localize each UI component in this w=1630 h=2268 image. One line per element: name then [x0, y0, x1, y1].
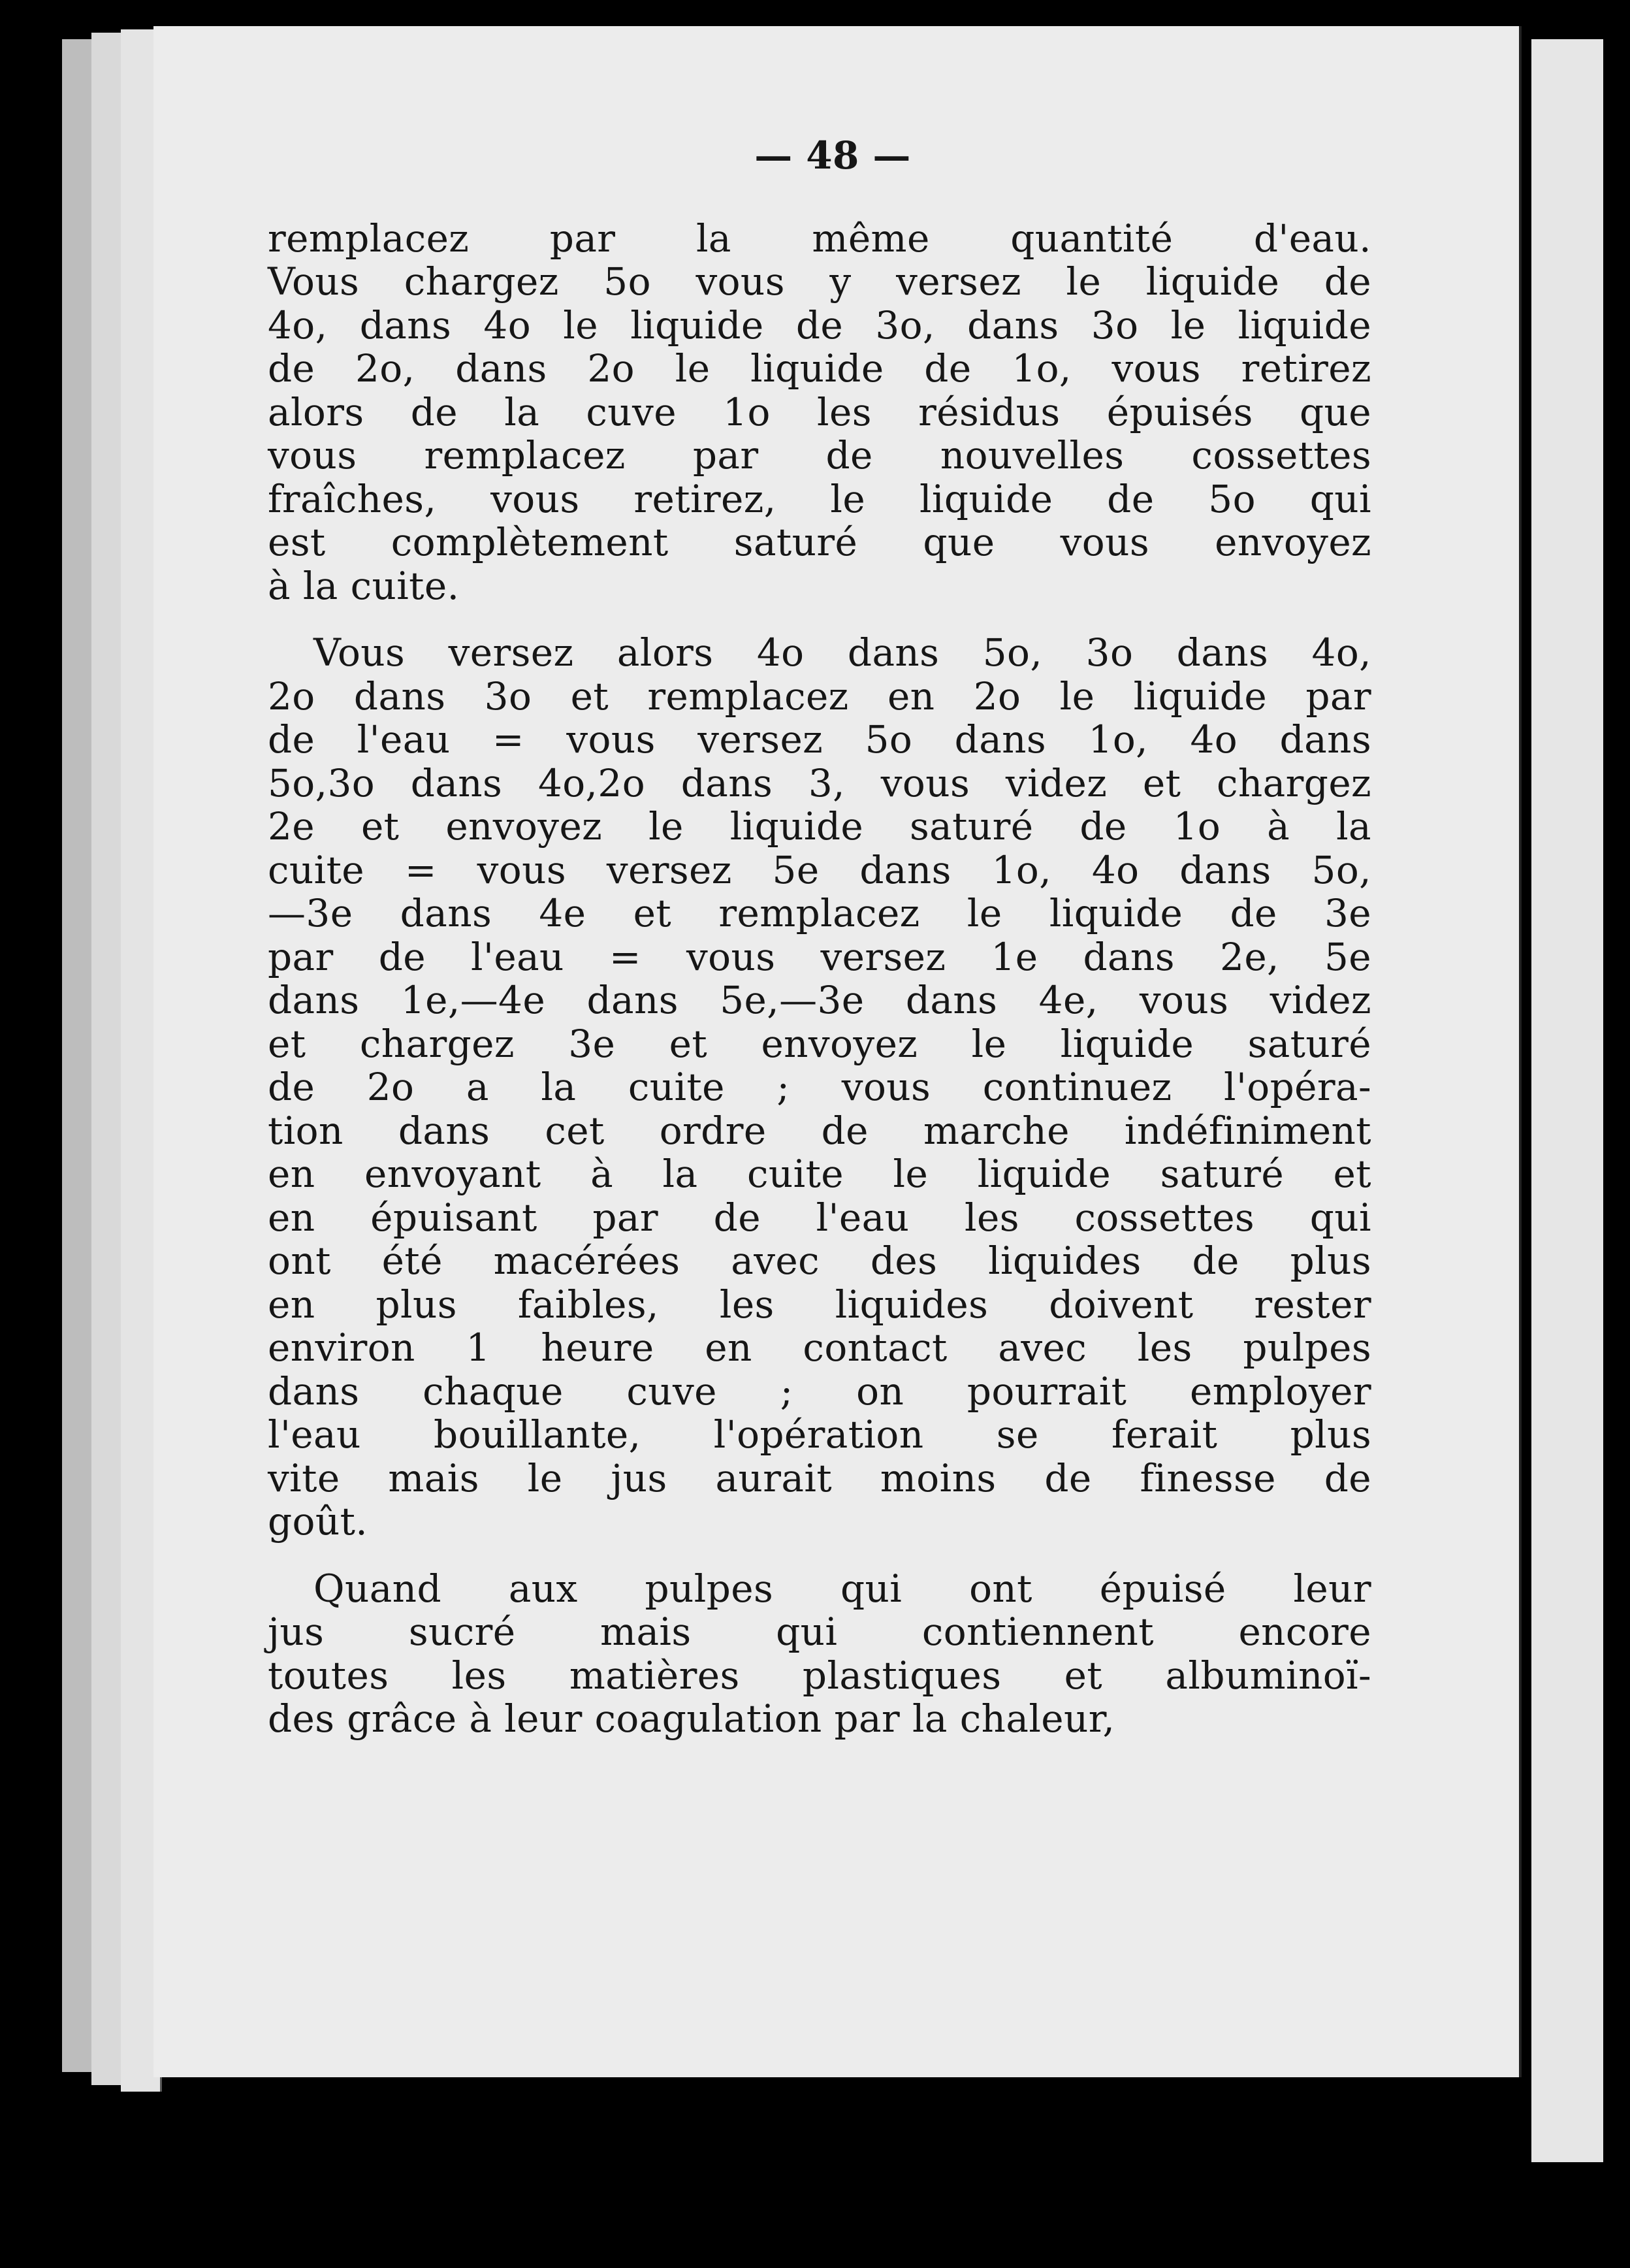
text-line: à la cuite.: [268, 563, 460, 608]
facing-page-edge: [1531, 39, 1603, 2162]
text-line: goût.: [268, 1499, 368, 1544]
paragraph: [268, 217, 1371, 608]
text-line: et chargez 3e et envoyez le liquide saturé: [268, 1021, 1371, 1066]
text-line: Vous chargez 5o vous y versez le liquide de: [268, 259, 1371, 304]
text-line: en épuisant par de l'eau les cossettes qui: [268, 1195, 1371, 1240]
paragraph: [268, 1567, 1371, 1741]
text-line: en plus faibles, les liquides doivent rester: [268, 1282, 1371, 1327]
text-line: —3e dans 4e et remplacez le liquide de 3e: [268, 891, 1371, 935]
text-line: Quand aux pulpes qui ont épuisé leur: [313, 1566, 1371, 1611]
text-line: environ 1 heure en contact avec les pulpes: [268, 1325, 1371, 1370]
text-line: ont été macérées avec des liquides de plus: [268, 1239, 1371, 1283]
page-text: [268, 134, 1371, 1741]
text-line: des grâce à leur coagulation par la chaleur,: [268, 1696, 1115, 1741]
text-line: de 2o a la cuite ; vous continuez l'opéra-: [268, 1065, 1371, 1109]
paragraph-gap: [268, 1544, 1371, 1567]
text-line: par de l'eau = vous versez 1e dans 2e, 5e: [268, 934, 1371, 979]
text-line: 2e et envoyez le liquide saturé de 1o à la: [268, 804, 1371, 849]
text-line: alors de la cuve 1o les résidus épuisés que: [268, 389, 1371, 434]
paragraph-gap: [268, 608, 1371, 631]
text-line: remplacez par la même quantité d'eau.: [268, 216, 1371, 261]
text-line: l'eau bouillante, l'opération se ferait plus: [268, 1412, 1371, 1457]
text-line: 4o, dans 4o le liquide de 3o, dans 3o le liquide: [268, 302, 1371, 348]
text-line: Vous versez alors 4o dans 5o, 3o dans 4o,: [313, 630, 1371, 675]
text-line: vite mais le jus aurait moins de finesse de: [268, 1455, 1371, 1500]
text-line: cuite = vous versez 5e dans 1o, 4o dans 5o,: [268, 847, 1371, 892]
text-line: tion dans cet ordre de marche indéfiniment: [268, 1108, 1371, 1153]
page-number: — 48 —: [754, 133, 911, 178]
text-line: est complètement saturé que vous envoyez: [268, 520, 1371, 564]
text-line: vous remplacez par de nouvelles cossettes: [268, 433, 1371, 478]
text-line: de 2o, dans 2o le liquide de 1o, vous retirez: [268, 346, 1371, 391]
text-line: dans chaque cuve ; on pourrait employer: [268, 1369, 1371, 1414]
text-line: en envoyant à la cuite le liquide saturé et: [268, 1152, 1371, 1196]
text-line: dans 1e,—4e dans 5e,—3e dans 4e, vous videz: [268, 978, 1371, 1022]
paragraphs: [268, 217, 1371, 1741]
text-line: 2o dans 3o et remplacez en 2o le liquide par: [268, 673, 1371, 719]
text-line: toutes les matières plastiques et albuminoï-: [268, 1653, 1371, 1698]
text-line: 5o,3o dans 4o,2o dans 3, vous videz et chargez: [268, 760, 1371, 805]
text-line: fraîches, vous retirez, le liquide de 5o qui: [268, 476, 1371, 521]
paragraph: [268, 631, 1371, 1544]
text-line: jus sucré mais qui contiennent encore: [268, 1610, 1371, 1654]
text-line: de l'eau = vous versez 5o dans 1o, 4o dans: [268, 717, 1371, 762]
